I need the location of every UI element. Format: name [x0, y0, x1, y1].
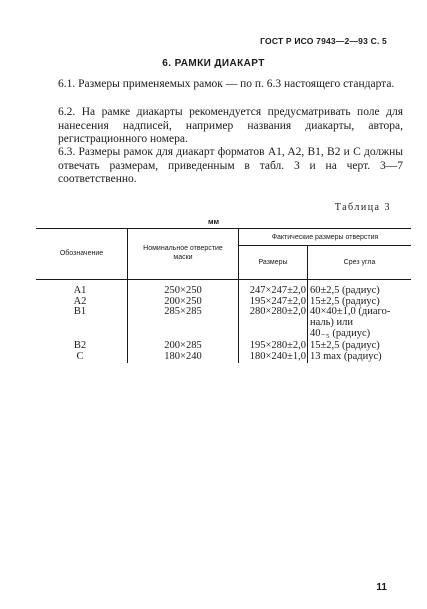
row-a2-code: A2: [73, 296, 87, 307]
row-c-code: C: [76, 351, 84, 362]
row-a2-nominal: 200×250: [164, 296, 202, 307]
row-b2-cut: 15±2,5 (радиус): [310, 340, 380, 351]
paragraph-6-2: [40, 106, 403, 147]
section-title: 6. РАМКИ ДИАКАРТ: [162, 58, 265, 69]
row-b1-nominal: 285×285: [164, 306, 202, 317]
header-sizes: Размеры: [258, 259, 288, 266]
row-a2-size: 195×247±2,0: [249, 296, 306, 307]
paragraph-text: 6.2. На рамке диакарты рекомендуется предусматривать поле для нанесения надписей, например названия диакарты, автора, регистрационного номера.: [58, 106, 403, 145]
row-c-cut: 13 max (радиус): [310, 351, 382, 362]
header-designation: Обозначение: [59, 250, 104, 257]
row-b1-code: B1: [73, 306, 87, 317]
row-a1-size: 247×247±2,0: [249, 285, 306, 296]
table-col-divider: [238, 228, 239, 363]
table-caption: Таблица 3: [334, 202, 391, 213]
row-b1-cut: 40₋₅ (радиус): [310, 328, 371, 339]
paragraph-6-3: [40, 146, 403, 187]
paragraph-text: 6.3. Размеры рамок для диакарт форматов A1, A2, B1, B2 и C должны отвечать размерам, приведенным в табл. 3 и на черт. 3—7 соответственно.: [58, 146, 403, 185]
row-a1-cut: 60±2,5 (радиус): [310, 285, 380, 296]
row-b1-cut: 40×40±1,0 (диаго-: [310, 306, 391, 317]
header-corner-cut: Срез угла: [343, 259, 376, 266]
row-a2-cut: 15±2,5 (радиус): [310, 296, 380, 307]
header-nominal: Номинальное отверстие маски: [143, 245, 223, 261]
row-b1-size: 280×280±2,0: [249, 306, 306, 317]
row-b2-nominal: 200×285: [164, 340, 202, 351]
row-a1-code: A1: [73, 285, 87, 296]
row-b2-size: 195×280±2,0: [249, 340, 306, 351]
table-header-bottom-rule: [36, 279, 411, 280]
row-b1-cut: наль) или: [310, 317, 353, 328]
paragraph-text: 6.1. Размеры применяемых рамок — по п. 6.3 настоящего стандарта.: [58, 78, 395, 90]
header-actual: Фактические размеры отверстия: [271, 234, 379, 241]
row-c-nominal: 180×240: [164, 351, 202, 362]
table-subheader-rule: [238, 245, 411, 246]
row-b2-code: B2: [73, 340, 87, 351]
table-top-rule: [36, 228, 411, 229]
row-a1-nominal: 250×250: [164, 285, 202, 296]
paragraph-6-1: [40, 78, 403, 92]
page-header: ГОСТ Р ИСО 7943—2—93 С. 5: [260, 36, 387, 46]
row-c-size: 180×240±1,0: [249, 351, 306, 362]
page-number: 11: [376, 582, 387, 593]
table-units: мм: [207, 217, 220, 226]
